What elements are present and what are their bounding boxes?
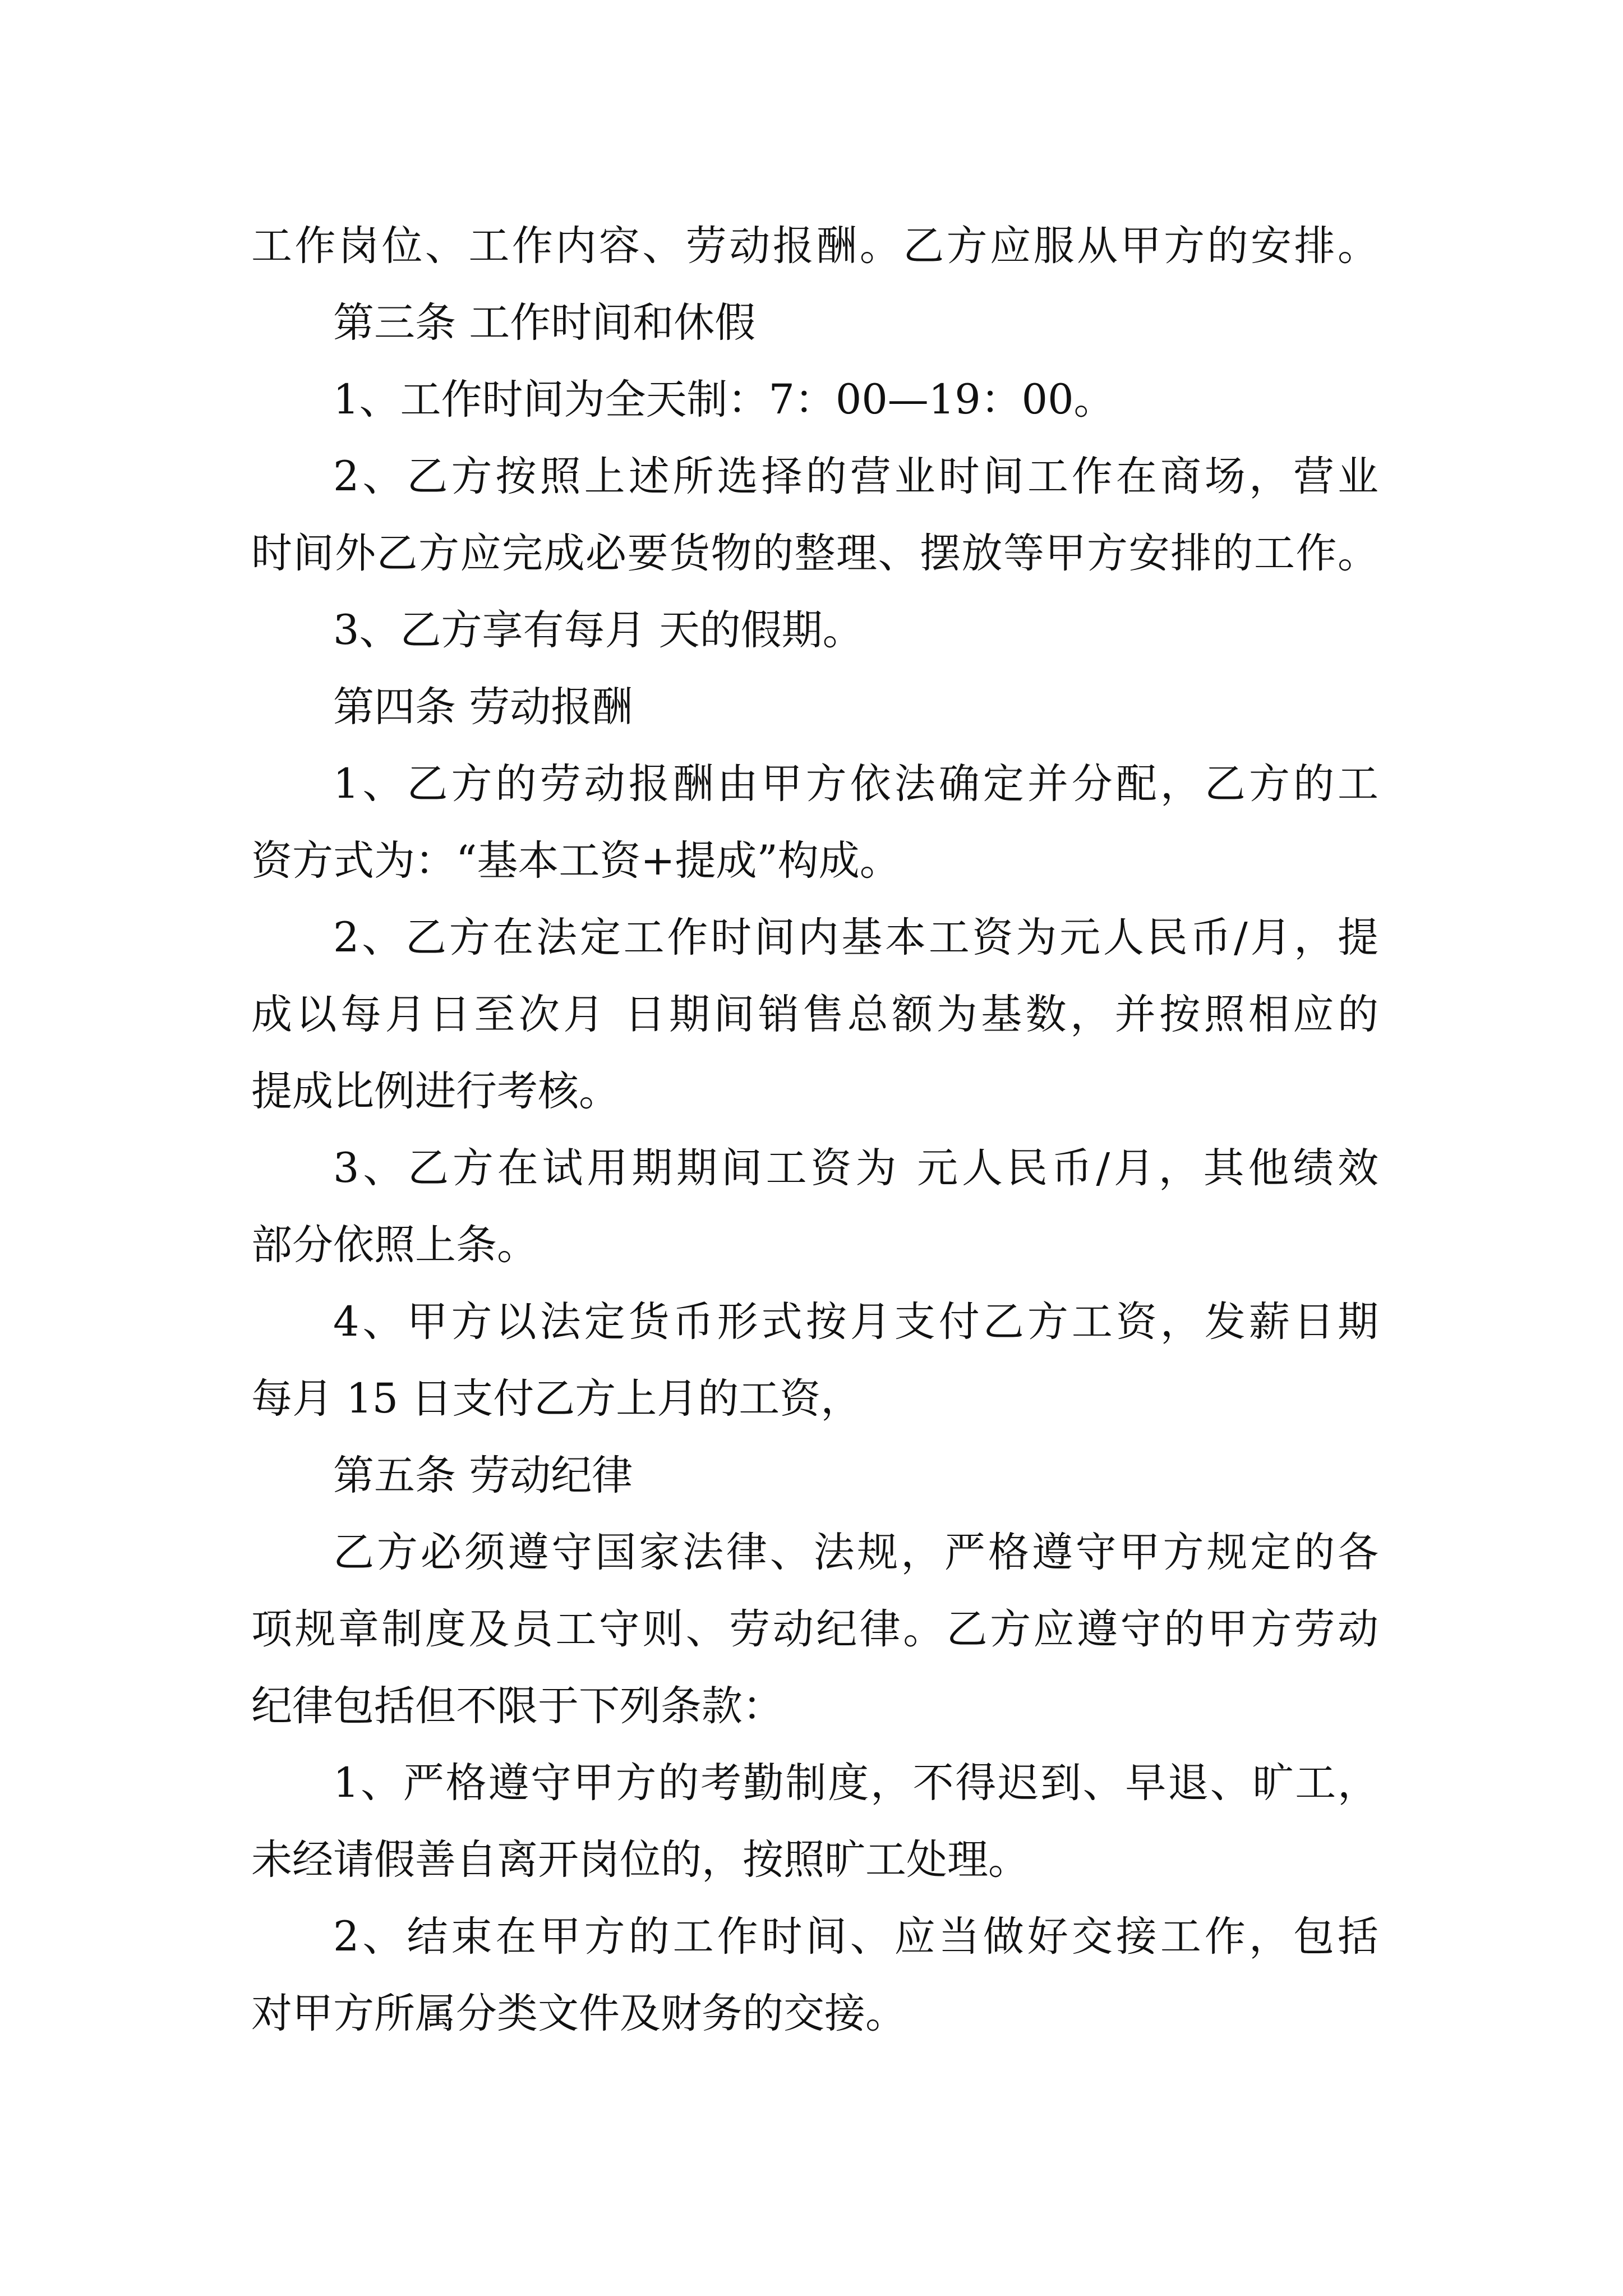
paragraph-line: 1、工作时间为全天制：7：00—19：00。 (333, 376, 1115, 424)
paragraph-line: 未经请假善自离开岗位的，按照旷工处理。 (251, 1836, 1029, 1884)
paragraph-line: 资方式为：“基本工资+提成”构成。 (251, 837, 901, 885)
paragraph-line: 2、结束在甲方的工作时间、应当做好交接工作，包括 (333, 1913, 1378, 1961)
paragraph-line: 工作岗位、工作内容、劳动报酬。乙方应服从甲方的安排。 (251, 222, 1378, 270)
paragraph-line: 3、乙方享有每月 天的假期。 (333, 606, 864, 654)
paragraph-line: 项规章制度及员工守则、劳动纪律。乙方应遵守的甲方劳动 (251, 1605, 1378, 1653)
paragraph-line: 2、乙方按照上述所选择的营业时间工作在商场，营业 (333, 453, 1378, 500)
paragraph-line: 对甲方所属分类文件及财务的交接。 (251, 1990, 906, 2037)
paragraph-line: 部分依照上条。 (251, 1221, 538, 1269)
paragraph-line: 乙方必须遵守国家法律、法规，严格遵守甲方规定的各 (333, 1529, 1378, 1576)
paragraph-line: 时间外乙方应完成必要货物的整理、摆放等甲方安排的工作。 (251, 530, 1378, 577)
paragraph-line: 1、严格遵守甲方的考勤制度，不得迟到、早退、旷工， (333, 1759, 1378, 1807)
section-heading: 第三条 工作时间和休假 (333, 299, 756, 347)
paragraph-line: 每月 15 日支付乙方上月的工资， (251, 1375, 862, 1423)
paragraph-line: 纪律包括但不限于下列条款： (251, 1682, 783, 1730)
paragraph-line: 提成比例进行考核。 (251, 1068, 620, 1115)
section-heading: 第五条 劳动纪律 (333, 1452, 633, 1499)
section-heading: 第四条 劳动报酬 (333, 683, 633, 731)
document-body (251, 208, 1378, 2052)
paragraph-line: 2、乙方在法定工作时间内基本工资为元人民币/月，提 (333, 914, 1378, 961)
paragraph-line: 1、乙方的劳动报酬由甲方依法确定并分配，乙方的工 (333, 760, 1378, 808)
paragraph-line: 成以每月日至次月 日期间销售总额为基数，并按照相应的 (251, 991, 1378, 1038)
paragraph-line: 4、甲方以法定货币形式按月支付乙方工资，发薪日期 (333, 1298, 1378, 1346)
paragraph-line: 3、乙方在试用期期间工资为 元人民币/月，其他绩效 (333, 1144, 1378, 1192)
